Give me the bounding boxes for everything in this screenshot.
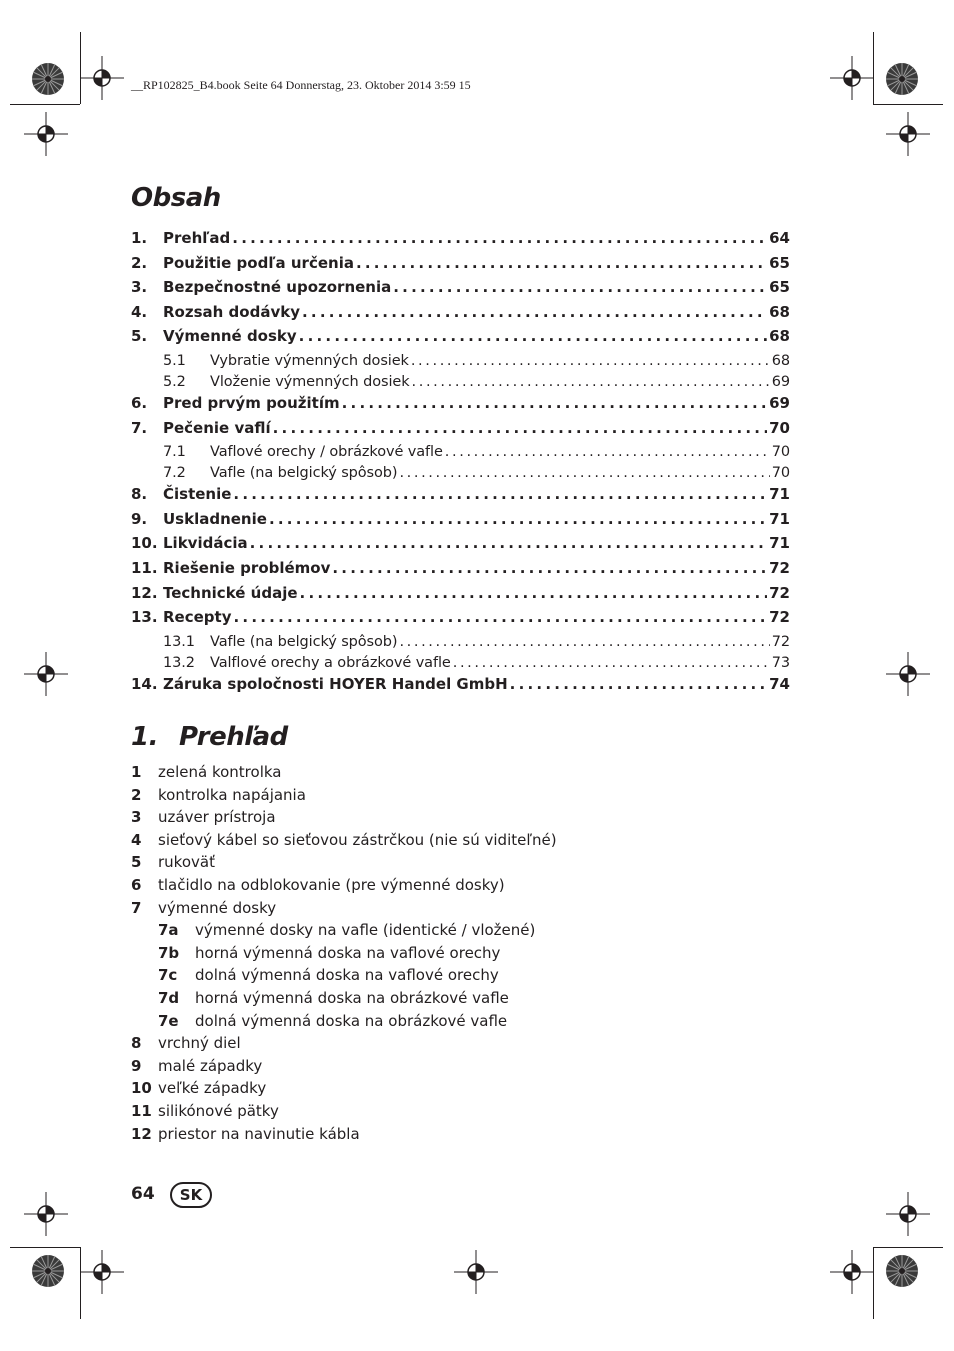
registration-mark-icon: [886, 112, 930, 156]
toc-entry-page: 73: [771, 654, 790, 671]
part-number: 10: [131, 1079, 152, 1098]
registration-mark-icon: [80, 1250, 124, 1294]
part-label: dolná výmenná doska na obrázkové vafle: [195, 1011, 508, 1030]
page-number: 64: [131, 1184, 155, 1204]
toc-entry-page: 69: [769, 393, 790, 412]
toc-entry-number: 4.: [131, 302, 148, 321]
registration-mark-icon: [24, 652, 68, 696]
toc-leader-dots: [302, 302, 767, 322]
part-label: sieťový kábel so sieťovou zástrčkou (nie sú viditeľné): [158, 830, 557, 849]
toc-leader-dots: [300, 583, 768, 603]
toc-leader-dots: [233, 607, 767, 627]
toc-entry-number: 14.: [131, 674, 158, 693]
toc-entry[interactable]: [131, 418, 790, 443]
toc-entry-page: 72: [769, 583, 790, 602]
toc-entry[interactable]: [131, 351, 790, 372]
color-target-icon: [31, 1254, 65, 1288]
crop-line: [10, 1247, 80, 1248]
crop-line: [10, 104, 80, 105]
part-number: 9: [131, 1056, 142, 1075]
toc-entry-title: Použitie podľa určenia: [163, 253, 354, 272]
toc-entry[interactable]: [131, 372, 790, 393]
toc-entry-title: Pečenie vaflí: [163, 418, 271, 437]
toc-entry-page: 68: [769, 327, 790, 346]
toc-entry-page: 68: [769, 302, 790, 321]
toc-leader-dots: [453, 653, 770, 673]
toc-entry-title: Valflové orechy a obrázkové vafle: [210, 654, 451, 671]
part-number: 11: [131, 1101, 152, 1120]
list-item: [131, 1032, 731, 1055]
toc-entry-title: Vloženie výmenných dosiek: [210, 373, 410, 390]
part-label: veľké západky: [158, 1079, 267, 1098]
part-label: zelená kontrolka: [158, 763, 282, 781]
toc-entry[interactable]: [131, 463, 790, 484]
toc-leader-dots: [510, 674, 767, 694]
part-number: 7d: [158, 988, 180, 1007]
registration-mark-icon: [24, 1192, 68, 1236]
part-label: priestor na navinutie kábla: [158, 1124, 360, 1143]
toc-leader-dots: [411, 351, 770, 371]
toc-entry-title: Vaflové orechy / obrázkové vafle: [210, 444, 443, 461]
toc-entry-page: 72: [769, 608, 790, 627]
toc-entry-number: 6.: [131, 393, 148, 412]
part-label: horná výmenná doska na obrázkové vafle: [195, 988, 509, 1007]
list-item: [131, 942, 731, 965]
toc-entry[interactable]: [131, 253, 790, 278]
toc-entry[interactable]: [131, 533, 790, 558]
part-label: tlačidlo na odblokovanie (pre výmenné dosky): [158, 875, 505, 894]
section-number: 1.: [131, 722, 158, 752]
color-target-icon: [885, 1254, 919, 1288]
toc-leader-dots: [399, 632, 769, 652]
registration-mark-icon: [830, 1250, 874, 1294]
toc-entry-title: Záruka spoločnosti HOYER Handel GmbH: [163, 674, 508, 693]
section-title: Prehľad: [179, 722, 288, 752]
toc-entry-title: Výmenné dosky: [163, 327, 297, 346]
toc-entry[interactable]: [131, 228, 790, 253]
toc-entry-title: Vafle (na belgický spôsob): [210, 465, 398, 482]
list-item: [131, 1010, 731, 1033]
toc-entry-page: 70: [771, 465, 790, 482]
part-number: 8: [131, 1034, 142, 1053]
toc-entry-number: 3.: [131, 278, 148, 297]
list-item: [131, 919, 731, 942]
part-number: 12: [131, 1124, 152, 1143]
list-item: [131, 1123, 731, 1146]
toc-entry[interactable]: [131, 674, 790, 699]
registration-mark-icon: [24, 112, 68, 156]
toc-entry-title: Vybratie výmenných dosiek: [210, 352, 409, 369]
toc-entry-number: 13.: [131, 608, 158, 627]
toc-entry-number: 5.2: [163, 373, 186, 390]
part-number: 1: [131, 763, 142, 781]
toc-heading: Obsah: [131, 183, 221, 213]
toc-entry-number: 1.: [131, 229, 148, 247]
toc-entry[interactable]: [131, 326, 790, 351]
toc-entry-title: Likvidácia: [163, 534, 248, 553]
part-label: kontrolka napájania: [158, 785, 306, 804]
part-number: 3: [131, 808, 142, 827]
list-item: [131, 1055, 731, 1078]
toc-leader-dots: [356, 253, 767, 273]
toc-leader-dots: [269, 509, 767, 529]
registration-mark-icon: [830, 56, 874, 100]
toc-leader-dots: [233, 484, 767, 504]
toc-entry-title: Prehľad: [163, 229, 231, 247]
part-number: 4: [131, 830, 142, 849]
toc-entry-page: 71: [769, 485, 790, 504]
toc-entry-number: 7.2: [163, 465, 186, 482]
list-item: [131, 784, 731, 807]
toc-leader-dots: [299, 326, 767, 346]
toc-entry-number: 11.: [131, 558, 158, 577]
section-heading: [131, 722, 288, 752]
crop-line: [873, 104, 943, 105]
part-number: 7a: [158, 921, 179, 940]
parts-list: [131, 761, 731, 1145]
toc-entry[interactable]: [131, 607, 790, 632]
part-label: malé západky: [158, 1056, 263, 1075]
toc-entry-page: 72: [769, 558, 790, 577]
toc-entry-page: 74: [769, 674, 790, 693]
toc-entry-title: Riešenie problémov: [163, 558, 331, 577]
list-item: [131, 851, 731, 874]
toc-entry-number: 13.1: [163, 633, 195, 650]
toc-leader-dots: [399, 463, 769, 483]
part-label: horná výmenná doska na vaflové orechy: [195, 943, 501, 962]
toc-entry-number: 10.: [131, 534, 158, 553]
toc-entry-page: 70: [771, 444, 790, 461]
toc-entry-page: 69: [771, 373, 790, 390]
part-number: 7: [131, 898, 142, 917]
toc-leader-dots: [232, 228, 767, 248]
toc-leader-dots: [445, 442, 770, 462]
toc-entry-page: 72: [771, 633, 790, 650]
part-number: 7c: [158, 966, 178, 985]
toc-entry-page: 68: [771, 352, 790, 369]
part-label: vrchný diel: [158, 1034, 241, 1053]
registration-mark-icon: [80, 56, 124, 100]
list-item: [131, 897, 731, 920]
toc-entry-number: 5.1: [163, 352, 186, 369]
part-label: dolná výmenná doska na vaflové orechy: [195, 966, 499, 985]
toc-entry[interactable]: [131, 484, 790, 509]
toc-entry-number: 5.: [131, 327, 148, 346]
toc-leader-dots: [250, 533, 768, 553]
toc-entry-title: Technické údaje: [163, 583, 298, 602]
toc-entry-number: 2.: [131, 253, 148, 272]
toc-entry-title: Uskladnenie: [163, 509, 267, 528]
toc-entry-page: 70: [769, 418, 790, 437]
registration-mark-icon: [886, 652, 930, 696]
toc-entry-title: Čistenie: [163, 485, 232, 504]
toc-leader-dots: [273, 418, 768, 438]
part-number: 2: [131, 785, 142, 804]
toc-entry-number: 12.: [131, 583, 158, 602]
registration-mark-icon: [886, 1192, 930, 1236]
list-item: [131, 829, 731, 852]
toc-entry-title: Recepty: [163, 608, 232, 627]
print-info-header: __RP102825_B4.book Seite 64 Donnerstag, 23. Oktober 2014 3:59 15: [131, 78, 471, 92]
part-label: uzáver prístroja: [158, 808, 276, 827]
part-label: rukoväť: [158, 853, 215, 872]
list-item: [131, 964, 731, 987]
list-item: [131, 1100, 731, 1123]
toc-entry-number: 7.1: [163, 444, 186, 461]
registration-mark-icon: [454, 1250, 498, 1294]
toc-entry[interactable]: [131, 442, 790, 463]
list-item: [131, 806, 731, 829]
toc-entry[interactable]: [131, 509, 790, 534]
toc-entry-page: 71: [769, 534, 790, 553]
list-item: [131, 987, 731, 1010]
toc-entry-title: Rozsah dodávky: [163, 302, 300, 321]
toc-leader-dots: [412, 372, 770, 392]
part-number: 5: [131, 853, 142, 872]
crop-line: [873, 1247, 943, 1248]
part-label: výmenné dosky: [158, 898, 277, 917]
part-label: výmenné dosky na vafle (identické / vložené): [195, 921, 536, 940]
toc-entry-title: Bezpečnostné upozornenia: [163, 278, 392, 297]
color-target-icon: [885, 62, 919, 96]
list-item: [131, 874, 731, 897]
toc-entry-title: Pred prvým použitím: [163, 393, 340, 412]
toc-entry-title: Vafle (na belgický spôsob): [210, 633, 398, 650]
toc-leader-dots: [332, 558, 767, 578]
toc-entry[interactable]: [131, 632, 790, 653]
color-target-icon: [31, 62, 65, 96]
toc-entry-page: 64: [769, 229, 790, 247]
list-item: [131, 761, 731, 784]
toc-entry-page: 71: [769, 509, 790, 528]
toc-entry-page: 65: [769, 278, 790, 297]
toc-entry-number: 13.2: [163, 654, 195, 671]
language-badge: SK: [170, 1182, 212, 1208]
part-number: 7e: [158, 1011, 179, 1030]
toc-entry[interactable]: [131, 653, 790, 674]
list-item: [131, 1077, 731, 1100]
part-number: 6: [131, 875, 142, 894]
toc-entry[interactable]: [131, 277, 790, 302]
toc-entry-number: 8.: [131, 485, 148, 504]
toc-leader-dots: [342, 393, 768, 413]
toc-leader-dots: [393, 277, 767, 297]
toc-entry[interactable]: [131, 583, 790, 608]
toc-entry-number: 7.: [131, 418, 148, 437]
toc-entry-number: 9.: [131, 509, 148, 528]
toc-entry[interactable]: [131, 302, 790, 327]
toc-entry[interactable]: [131, 558, 790, 583]
toc-entry[interactable]: [131, 393, 790, 418]
table-of-contents: [131, 228, 790, 698]
toc-entry-page: 65: [769, 253, 790, 272]
part-number: 7b: [158, 943, 180, 962]
part-label: silikónové pätky: [158, 1101, 279, 1120]
